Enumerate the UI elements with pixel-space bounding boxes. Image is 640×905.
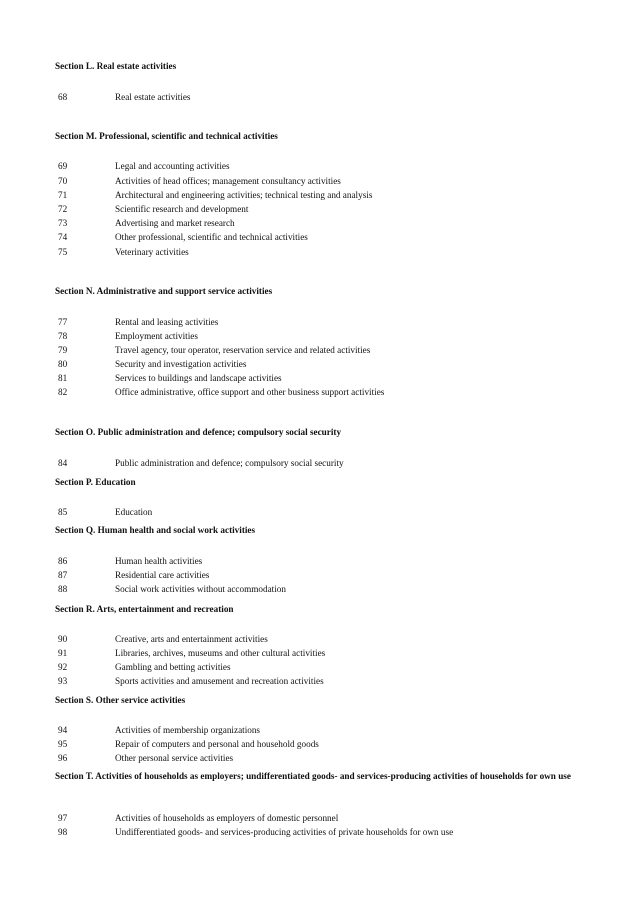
division-row <box>0 203 640 217</box>
section-heading: Section M. Professional, scientific and technical activities <box>55 131 278 141</box>
division-code: 91 <box>58 648 68 658</box>
division-description: Veterinary activities <box>115 247 189 257</box>
division-code: 74 <box>58 232 68 242</box>
division-code: 86 <box>58 556 68 566</box>
division-code: 94 <box>58 725 68 735</box>
division-row <box>0 826 640 840</box>
division-code: 84 <box>58 458 68 468</box>
division-row <box>0 569 640 583</box>
division-code: 82 <box>58 387 68 397</box>
division-row <box>0 344 640 358</box>
division-description: Legal and accounting activities <box>115 161 230 171</box>
division-description: Services to buildings and landscape activities <box>115 373 282 383</box>
division-code: 68 <box>58 92 68 102</box>
division-description: Other personal service activities <box>115 753 234 763</box>
division-description: Activities of head offices; management consultancy activities <box>115 176 341 186</box>
division-code: 70 <box>58 176 68 186</box>
division-description: Employment activities <box>115 331 198 341</box>
section-heading: Section P. Education <box>55 477 136 487</box>
division-row <box>0 583 640 597</box>
division-row <box>0 738 640 752</box>
division-code: 96 <box>58 753 68 763</box>
division-row <box>0 386 640 400</box>
division-description: Advertising and market research <box>115 218 235 228</box>
division-row <box>0 752 640 766</box>
division-description: Human health activities <box>115 556 203 566</box>
division-code: 97 <box>58 813 68 823</box>
division-code: 88 <box>58 584 68 594</box>
division-row <box>0 812 640 826</box>
division-row <box>0 457 640 471</box>
division-code: 98 <box>58 827 68 837</box>
division-row <box>0 91 640 105</box>
section-heading: Section S. Other service activities <box>55 695 186 705</box>
division-row <box>0 372 640 386</box>
division-code: 87 <box>58 570 68 580</box>
division-row <box>0 358 640 372</box>
division-row <box>0 330 640 344</box>
division-row <box>0 175 640 189</box>
division-row <box>0 633 640 647</box>
division-code: 73 <box>58 218 68 228</box>
division-description: Security and investigation activities <box>115 359 247 369</box>
division-row <box>0 246 640 260</box>
division-code: 92 <box>58 662 68 672</box>
division-description: Libraries, archives, museums and other cultural activities <box>115 648 326 658</box>
division-row <box>0 231 640 245</box>
division-row <box>0 160 640 174</box>
division-row <box>0 661 640 675</box>
division-description: Social work activities without accommodation <box>115 584 286 594</box>
division-row <box>0 555 640 569</box>
division-description: Travel agency, tour operator, reservation service and related activities <box>115 345 371 355</box>
division-description: Creative, arts and entertainment activities <box>115 634 268 644</box>
division-description: Activities of households as employers of domestic personnel <box>115 813 339 823</box>
division-description: Real estate activities <box>115 92 191 102</box>
division-code: 90 <box>58 634 68 644</box>
division-code: 93 <box>58 676 68 686</box>
division-code: 71 <box>58 190 68 200</box>
division-code: 79 <box>58 345 68 355</box>
division-description: Other professional, scientific and technical activities <box>115 232 308 242</box>
division-description: Rental and leasing activities <box>115 317 219 327</box>
section-heading: Section L. Real estate activities <box>55 61 177 71</box>
division-description: Residential care activities <box>115 570 210 580</box>
section-heading: Section O. Public administration and defence; compulsory social security <box>55 427 342 437</box>
division-description: Education <box>115 507 153 517</box>
division-row <box>0 506 640 520</box>
division-description: Undifferentiated goods- and services-producing activities of private households for own use <box>115 827 454 837</box>
division-description: Public administration and defence; compulsory social security <box>115 458 344 468</box>
division-code: 72 <box>58 204 68 214</box>
division-row <box>0 189 640 203</box>
division-row <box>0 217 640 231</box>
division-row <box>0 675 640 689</box>
division-row <box>0 647 640 661</box>
division-code: 69 <box>58 161 68 171</box>
division-code: 77 <box>58 317 68 327</box>
division-code: 85 <box>58 507 68 517</box>
division-row <box>0 316 640 330</box>
division-code: 81 <box>58 373 68 383</box>
division-description: Repair of computers and personal and household goods <box>115 739 319 749</box>
division-code: 75 <box>58 247 68 257</box>
division-description: Gambling and betting activities <box>115 662 231 672</box>
section-heading: Section T. Activities of households as employers; undifferentiated goods- and services-producing activities of households for own use <box>55 771 571 781</box>
division-code: 78 <box>58 331 68 341</box>
division-description: Sports activities and amusement and recreation activities <box>115 676 324 686</box>
division-row <box>0 724 640 738</box>
section-heading: Section N. Administrative and support service activities <box>55 286 273 296</box>
division-description: Office administrative, office support and other business support activities <box>115 387 385 397</box>
division-description: Activities of membership organizations <box>115 725 261 735</box>
division-description: Architectural and engineering activities; technical testing and analysis <box>115 190 373 200</box>
section-heading: Section R. Arts, entertainment and recreation <box>55 604 234 614</box>
division-code: 80 <box>58 359 68 369</box>
section-heading: Section Q. Human health and social work activities <box>55 525 256 535</box>
division-code: 95 <box>58 739 68 749</box>
division-description: Scientific research and development <box>115 204 249 214</box>
